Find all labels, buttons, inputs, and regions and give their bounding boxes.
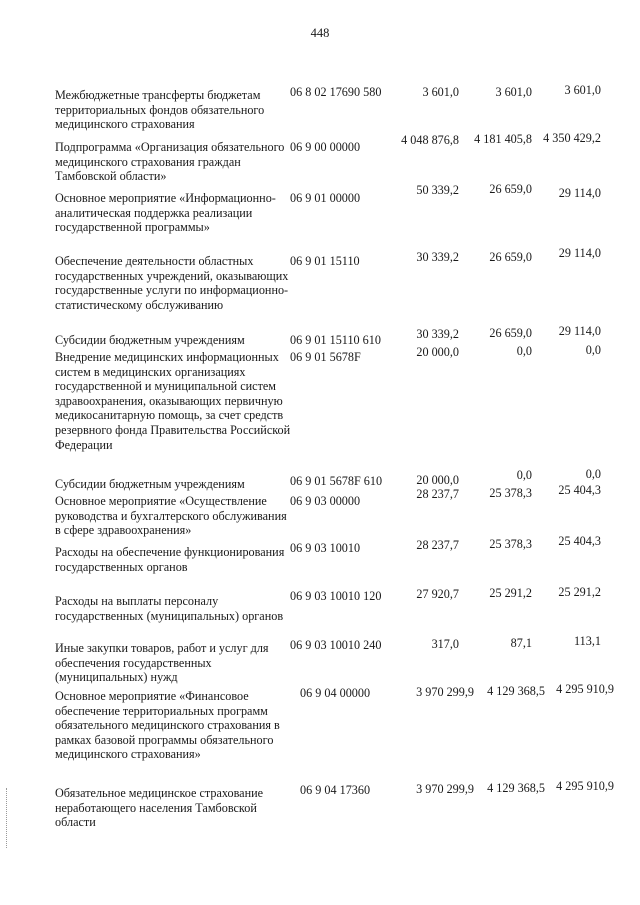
amount-year-2: 26 659,0 <box>489 326 532 340</box>
row-code: 06 9 00 00000 <box>290 140 361 154</box>
amount-year-3: 4 295 910,9 <box>556 779 614 793</box>
row-code: 06 8 02 17690 580 <box>290 85 382 99</box>
amount-year-3: 3 601,0 <box>564 83 601 97</box>
amount-year-1: 50 339,2 <box>416 183 459 197</box>
row-name: Межбюджетные трансферты бюджетам территориальных фондов обязательного медицинского страхования <box>55 88 265 132</box>
amount-year-2: 26 659,0 <box>489 182 532 196</box>
row-name: Субсидии бюджетным учреждениям <box>55 477 245 491</box>
amount-year-2: 3 601,0 <box>495 85 532 99</box>
amount-year-2: 87,1 <box>510 636 532 650</box>
amount-year-1: 30 339,2 <box>416 327 459 341</box>
row-name: Основное мероприятие «Осуществление руководства и бухгалтерского обслуживания в сфере здравоохранения» <box>55 494 287 538</box>
row-name: Внедрение медицинских информационных систем в медицинских организациях государственной и муниципальной систем здравоохранения, оказывающих первичную медикосанитарную помощь, за счет средств резервного фонда Правительства Российской Федерации <box>55 350 291 452</box>
amount-year-2: 0,0 <box>516 344 532 358</box>
amount-year-3: 29 114,0 <box>558 324 601 338</box>
amount-year-3: 25 404,3 <box>558 483 601 497</box>
row-code: 06 9 03 10010 240 <box>290 638 382 652</box>
amount-year-2: 26 659,0 <box>489 250 532 264</box>
amount-year-2: 25 291,2 <box>489 586 532 600</box>
amount-year-1: 4 048 876,8 <box>401 133 459 147</box>
row-code: 06 9 01 00000 <box>290 191 361 205</box>
row-name: Подпрограмма «Организация обязательного медицинского страхования граждан Тамбовской области» <box>55 140 285 184</box>
row-name: Расходы на обеспечение функционирования государственных органов <box>55 545 285 574</box>
amount-year-3: 0,0 <box>585 467 601 481</box>
row-code: 06 9 03 10010 <box>290 541 361 555</box>
row-name: Субсидии бюджетным учреждениям <box>55 333 245 347</box>
amount-year-1: 3 970 299,9 <box>416 782 474 796</box>
amount-year-3: 29 114,0 <box>558 186 601 200</box>
row-code: 06 9 01 5678F <box>290 350 361 364</box>
amount-year-3: 113,1 <box>574 634 601 648</box>
row-name: Основное мероприятие «Финансовое обеспечение территориальных программ обязательного медицинского страхования в рамках базовой программы обязательного медицинского страхования» <box>55 689 280 762</box>
amount-year-1: 27 920,7 <box>416 587 459 601</box>
row-name: Расходы на выплаты персоналу государственных (муниципальных) органов <box>55 594 284 623</box>
row-name: Основное мероприятие «Информационно-аналитическая поддержка реализации государственной программы» <box>55 191 276 235</box>
amount-year-1: 30 339,2 <box>416 250 459 264</box>
row-name: Иные закупки товаров, работ и услуг для обеспечения государственных (муниципальных) нужд <box>55 641 269 685</box>
amount-year-3: 29 114,0 <box>558 246 601 260</box>
row-code: 06 9 03 10010 120 <box>290 589 382 603</box>
amount-year-3: 25 291,2 <box>558 585 601 599</box>
amount-year-2: 4 181 405,8 <box>474 132 532 146</box>
amount-year-3: 25 404,3 <box>558 534 601 548</box>
amount-year-2: 4 129 368,5 <box>487 684 545 698</box>
amount-year-2: 0,0 <box>516 468 532 482</box>
amount-year-1: 317,0 <box>431 637 459 651</box>
amount-year-2: 4 129 368,5 <box>487 781 545 795</box>
row-code: 06 9 03 00000 <box>290 494 361 508</box>
amount-year-3: 4 295 910,9 <box>556 682 614 696</box>
amount-year-1: 3 970 299,9 <box>416 685 474 699</box>
amount-year-1: 28 237,7 <box>416 538 459 552</box>
amount-year-3: 4 350 429,2 <box>543 131 601 145</box>
page-number: 448 <box>310 26 330 40</box>
row-code: 06 9 01 15110 610 <box>290 333 381 347</box>
row-code: 06 9 01 15110 <box>290 254 360 268</box>
amount-year-3: 0,0 <box>585 343 601 357</box>
row-name: Обеспечение деятельности областных государственных учреждений, оказывающих государственные услуги по информационно-статистическому обслуживанию <box>55 254 289 312</box>
row-code: 06 9 01 5678F 610 <box>290 474 383 488</box>
amount-year-1: 20 000,0 <box>416 345 459 359</box>
amount-year-1: 28 237,7 <box>416 487 459 501</box>
amount-year-2: 25 378,3 <box>489 486 532 500</box>
row-code: 06 9 04 00000 <box>300 686 371 700</box>
amount-year-2: 25 378,3 <box>489 537 532 551</box>
row-code: 06 9 04 17360 <box>300 783 371 797</box>
row-name: Обязательное медицинское страхование неработающего населения Тамбовской области <box>55 786 264 830</box>
amount-year-1: 3 601,0 <box>422 85 459 99</box>
scan-margin-mark <box>6 788 9 848</box>
amount-year-1: 20 000,0 <box>416 473 459 487</box>
